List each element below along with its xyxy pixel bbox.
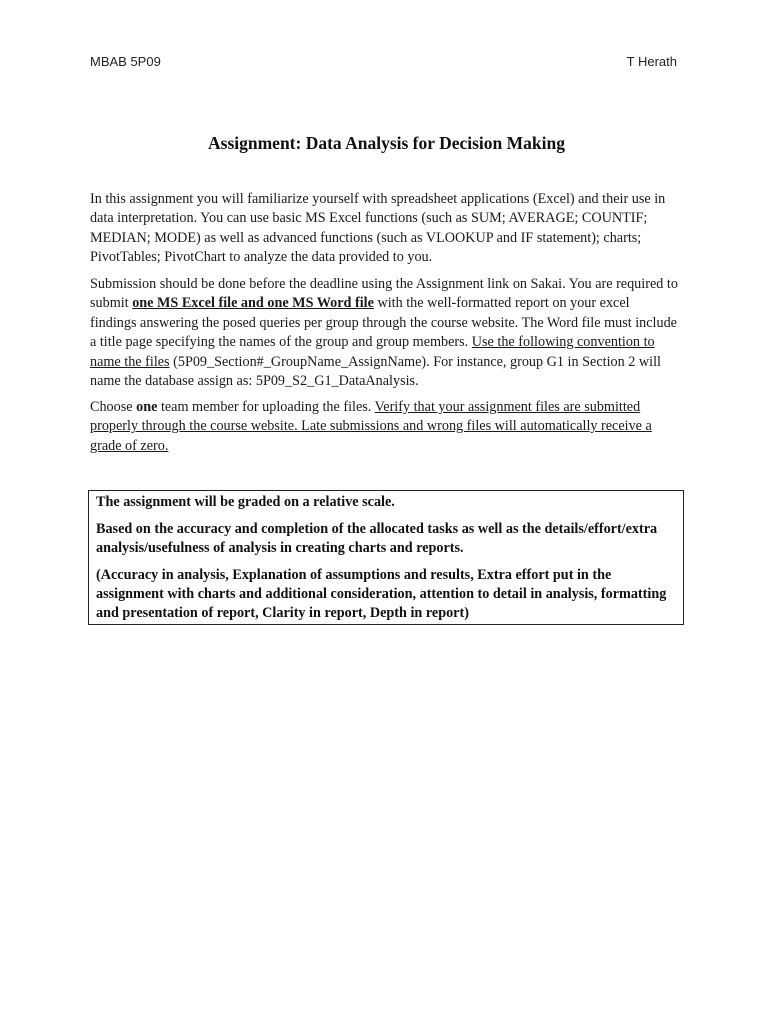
intro-paragraph [90, 190, 678, 268]
one-member-emphasis: one [136, 399, 158, 415]
header-author: T Herath [626, 54, 677, 69]
upload-paragraph [90, 398, 678, 456]
upload-text-1: Choose [90, 399, 137, 415]
submission-paragraph [90, 275, 678, 391]
verification-warning: Verify that your assignment files are submitted properly through the course website. Late submissions and wrong files will automatically receive a grade of zero. [90, 399, 652, 454]
submission-text-2: with the well-formatted report on your excel findings answering the posed queries per group through the course website. The Word file must include a title page specifying the names of the group and group members. [90, 295, 677, 351]
naming-convention-emphasis: Use the following convention to name the files [90, 334, 655, 370]
grading-scale-note: The assignment will be graded on a relative scale. [96, 494, 395, 510]
grading-basis-note: Based on the accuracy and completion of the allocated tasks as well as the details/effort/extra analysis/usefulness of analysis in creating charts and reports. [96, 521, 658, 556]
submission-text-1: Submission should be done before the deadline using the Assignment link on Sakai. You are required to submit [90, 276, 678, 312]
intro-text: In this assignment you will familiarize yourself with spreadsheet applications (Excel) and their use in data interpretation. You can use basic MS Excel functions (such as SUM; AVERAGE; COUNTIF; MEDIAN; MODE) as well as advanced functions (such as VLOOKUP and IF statement); charts; PivotTables; PivotChart to analyze the data provided to you. [90, 191, 666, 266]
upload-text-2: team member for uploading the files. [157, 399, 375, 415]
grading-criteria-box [88, 490, 684, 625]
grading-criteria-list: (Accuracy in analysis, Explanation of assumptions and results, Extra effort put in the assignment with charts and additional consideration, attention to detail in analysis, formatting and presentation of report, Clarity in report, Depth in report) [96, 567, 667, 621]
document-title: Assignment: Data Analysis for Decision Making [208, 133, 565, 153]
header-course-code: MBAB 5P09 [90, 54, 161, 69]
submission-text-3: (5P09_Section#_GroupName_AssignName). For instance, group G1 in Section 2 will name the database assign as: 5P09_S2_G1_DataAnalysis. [90, 353, 661, 390]
required-files-emphasis: one MS Excel file and one MS Word file [132, 295, 374, 312]
